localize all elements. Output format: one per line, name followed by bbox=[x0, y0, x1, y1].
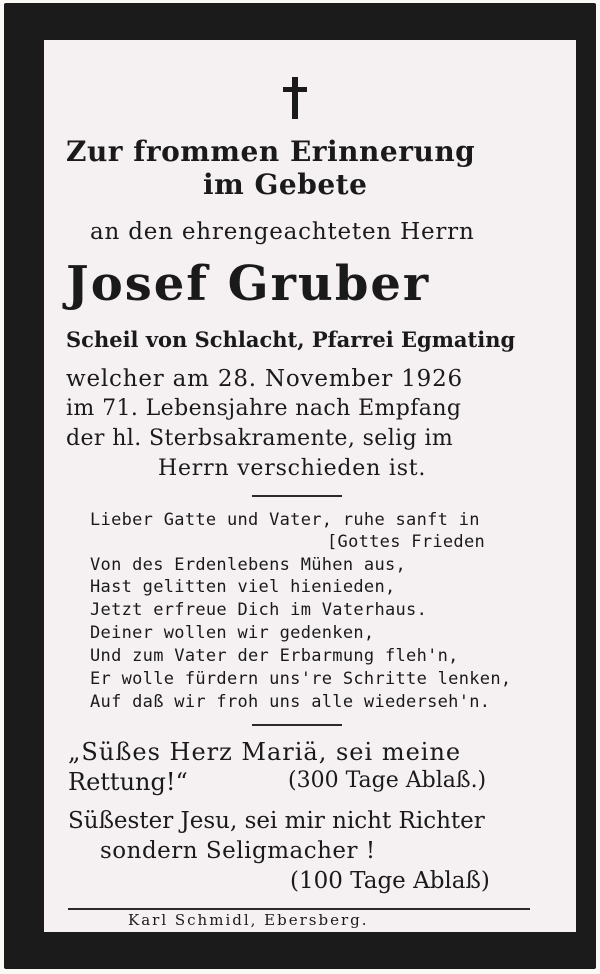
poem-line: Hast gelitten viel hienieden, bbox=[90, 577, 396, 597]
divider-line bbox=[252, 495, 342, 497]
cross-icon bbox=[283, 77, 307, 119]
death-notice-line: im 71. Lebensjahre nach Empfang bbox=[66, 396, 462, 421]
death-notice-line: welcher am 28. November 1926 bbox=[66, 366, 463, 392]
death-notice-line: der hl. Sterbsakramente, selig im bbox=[66, 426, 454, 451]
heading-line2: im Gebete bbox=[203, 168, 368, 201]
heading-line1: Zur frommen Erinnerung bbox=[66, 135, 476, 168]
poem-line: Jetzt erfreue Dich im Vaterhaus. bbox=[90, 600, 428, 620]
divider-line bbox=[252, 724, 342, 726]
deceased-name: Josef Gruber bbox=[66, 256, 431, 312]
prayer2-indulgence: (100 Tage Ablaß) bbox=[290, 868, 490, 894]
poem-line: [Gottes Frieden bbox=[327, 532, 486, 552]
poem-line: Lieber Gatte und Vater, ruhe sanft in bbox=[90, 510, 480, 530]
prayer1-line2: Rettung!“ bbox=[68, 768, 188, 796]
prayer2-line2: sondern Seligmacher ! bbox=[100, 838, 376, 864]
poem-line: Auf daß wir froh uns alle wiederseh'n. bbox=[90, 692, 491, 712]
prayer2-line1: Süßester Jesu, sei mir nicht Richter bbox=[68, 808, 485, 834]
prayer1-line1: „Süßes Herz Mariä, sei meine bbox=[68, 738, 462, 766]
poem-line: Deiner wollen wir gedenken, bbox=[90, 623, 375, 643]
poem-line: Von des Erdenlebens Mühen aus, bbox=[90, 555, 407, 575]
poem-line: Er wolle fürdern uns're Schritte lenken, bbox=[90, 669, 512, 689]
prayer1-indulgence: (300 Tage Ablaß.) bbox=[288, 768, 487, 793]
dedication-text: an den ehrengeachteten Herrn bbox=[90, 219, 475, 245]
death-notice-line: Herrn verschieden ist. bbox=[158, 456, 427, 481]
printer-imprint: Karl Schmidl, Ebersberg. bbox=[128, 911, 369, 929]
poem-line: Und zum Vater der Erbarmung fleh'n, bbox=[90, 646, 459, 666]
deceased-origin: Scheil von Schlacht, Pfarrei Egmating bbox=[66, 327, 516, 352]
footer-rule bbox=[68, 908, 530, 910]
